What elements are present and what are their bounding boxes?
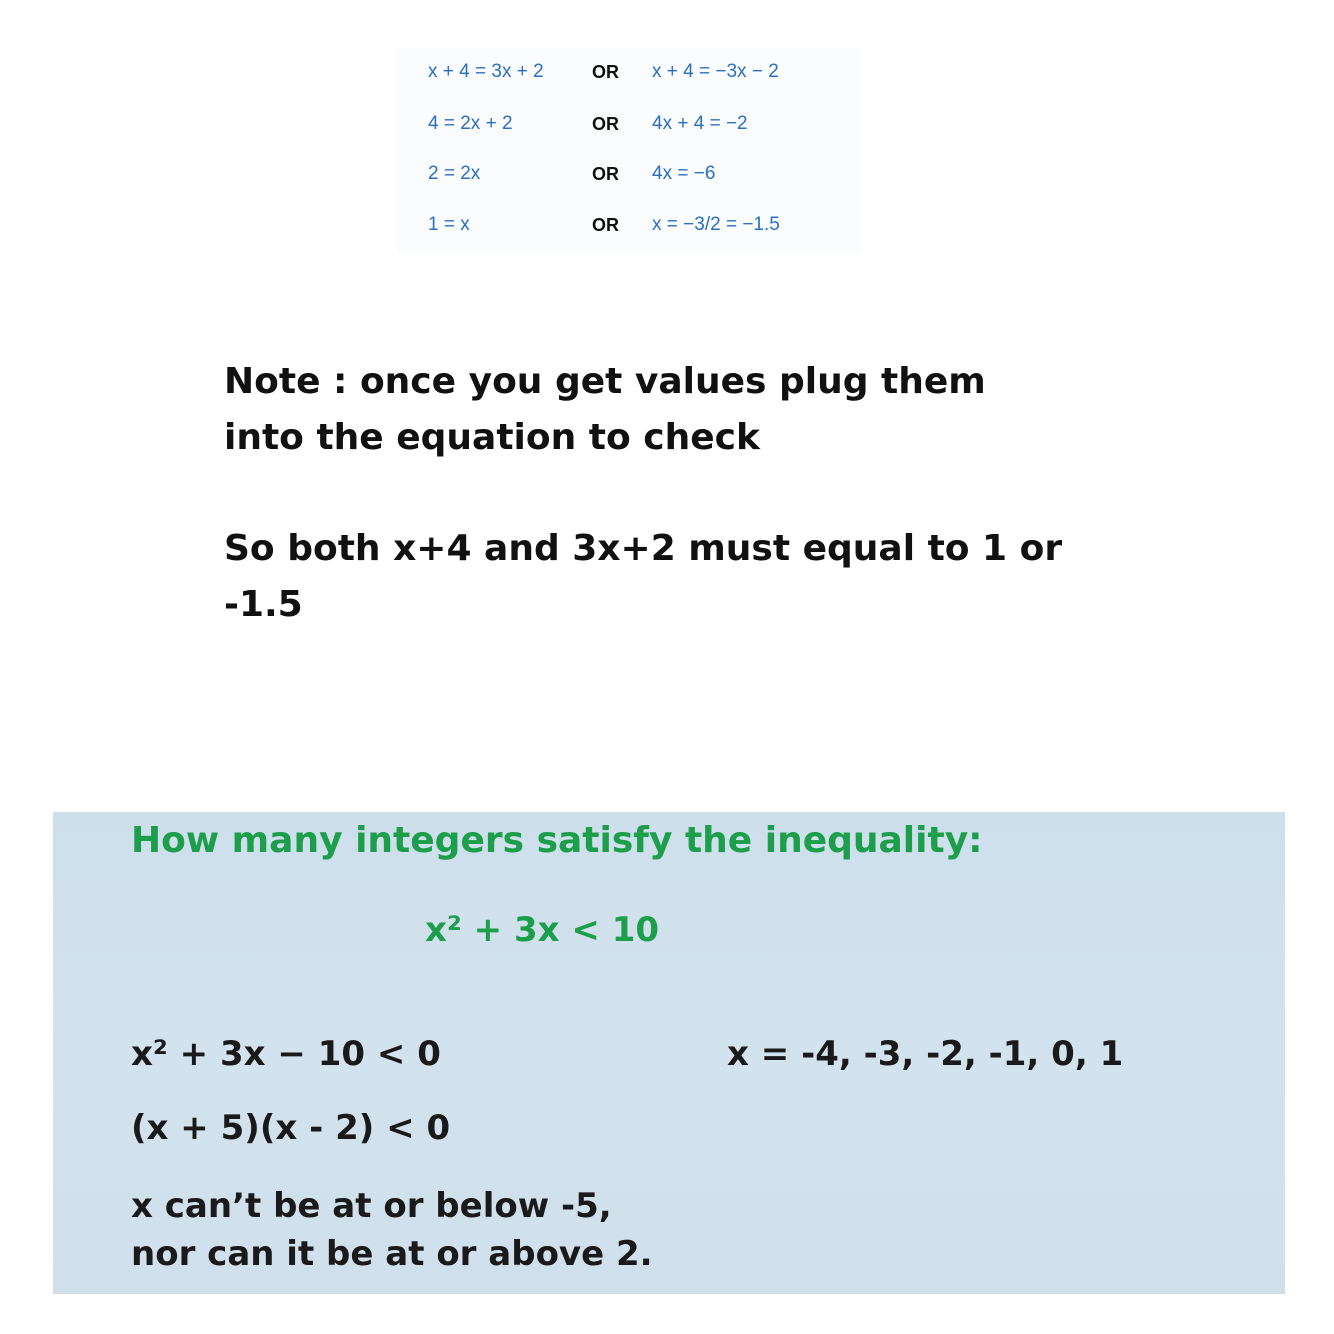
conclusion-note bbox=[224, 521, 1084, 633]
equation-right: 4x + 4 = −2 bbox=[652, 113, 748, 134]
conclusion-line: x can’t be at or below -5, bbox=[131, 1186, 612, 1226]
or-label: OR bbox=[592, 114, 619, 134]
equation-right: x = −3/2 = −1.5 bbox=[652, 214, 780, 235]
equation-right: 4x = −6 bbox=[652, 163, 716, 184]
check-note bbox=[224, 354, 1084, 466]
problem-panel bbox=[53, 812, 1285, 1294]
conclusion-line: nor can it be at or above 2. bbox=[131, 1234, 653, 1274]
equation-row bbox=[398, 211, 860, 239]
or-label: OR bbox=[592, 62, 619, 82]
check-note-line: into the equation to check bbox=[224, 417, 760, 458]
solution-conclusion bbox=[131, 1182, 653, 1278]
equation-left: 4 = 2x + 2 bbox=[428, 113, 513, 134]
conclusion-note-line: So both x+4 and 3x+2 must equal to 1 or bbox=[224, 528, 1063, 569]
equation-left: 2 = 2x bbox=[428, 163, 481, 184]
equation-row bbox=[398, 110, 860, 138]
solution-step-2: (x + 5)(x - 2) < 0 bbox=[131, 1108, 451, 1148]
equation-row bbox=[398, 160, 860, 188]
problem-question: How many integers satisfy the inequality: bbox=[131, 820, 983, 861]
equation-right: x + 4 = −3x − 2 bbox=[652, 61, 779, 82]
equation-left: x + 4 = 3x + 2 bbox=[428, 61, 544, 82]
problem-inequality: x² + 3x < 10 bbox=[425, 910, 660, 950]
solution-step-1: x² + 3x − 10 < 0 bbox=[131, 1034, 441, 1074]
or-label: OR bbox=[592, 164, 619, 184]
check-note-line: Note : once you get values plug them bbox=[224, 361, 986, 402]
equation-left: 1 = x bbox=[428, 214, 470, 235]
equation-row bbox=[398, 58, 860, 86]
equation-table bbox=[398, 48, 860, 254]
conclusion-note-line: -1.5 bbox=[224, 584, 303, 625]
or-label: OR bbox=[592, 215, 619, 235]
solution-answer: x = -4, -3, -2, -1, 0, 1 bbox=[727, 1034, 1124, 1074]
